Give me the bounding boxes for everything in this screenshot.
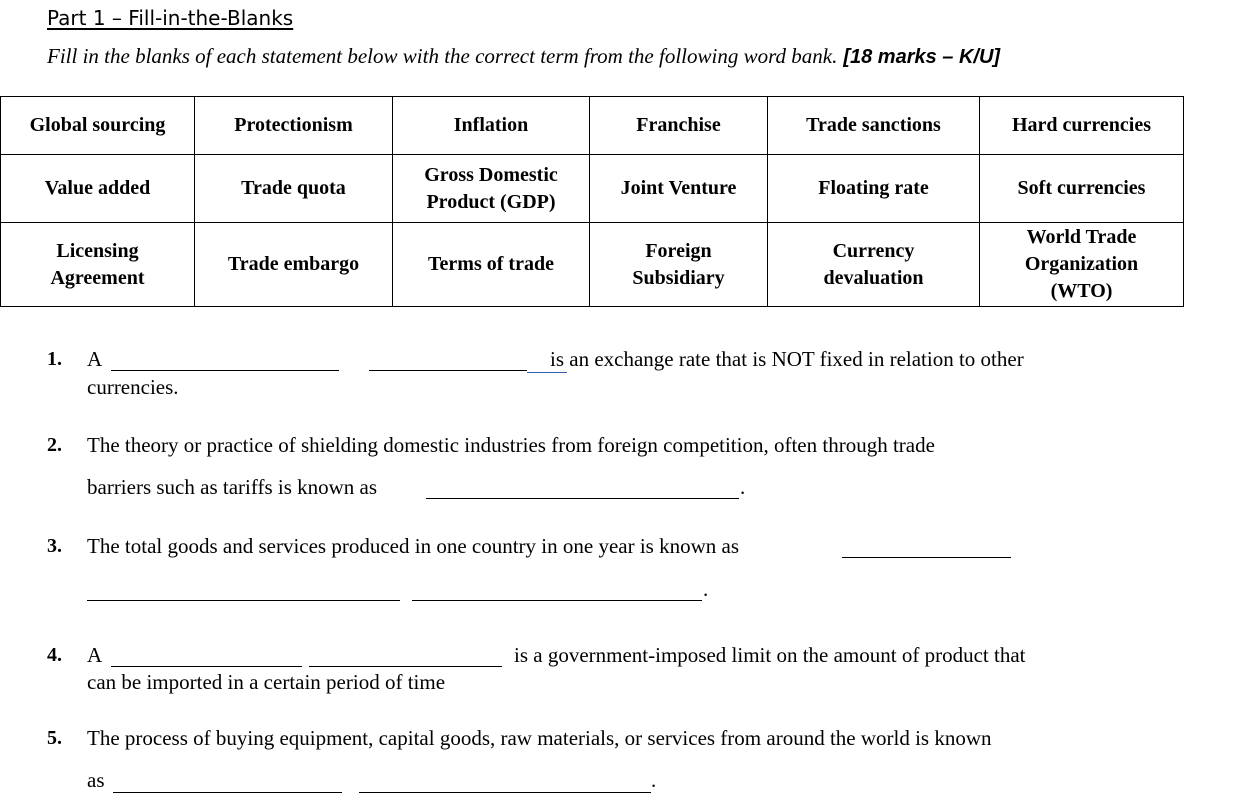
word-bank-cell: Foreign Subsidiary (590, 223, 768, 307)
answer-blank[interactable] (842, 557, 1011, 558)
period: . (651, 768, 657, 792)
answer-blank[interactable] (359, 792, 651, 793)
marks-label: [18 marks – K/U] (843, 46, 1001, 68)
question-2-line2: barriers such as tariffs is known as (87, 475, 378, 499)
word-bank-row (1, 223, 1184, 307)
answer-blank[interactable] (426, 498, 739, 499)
word-bank-cell: Trade quota (195, 155, 393, 223)
word-bank-cell: Joint Venture (590, 155, 768, 223)
instructions-text: Fill in the blanks of each statement below with the correct term from the following word bank. (47, 44, 838, 68)
word-bank-cell: Global sourcing (1, 97, 195, 155)
word-bank-cell: Protectionism (195, 97, 393, 155)
answer-blank[interactable] (111, 370, 339, 371)
word-bank-cell: Value added (1, 155, 195, 223)
word-bank-cell: Terms of trade (393, 223, 590, 307)
question-1-continuation: currencies. (87, 375, 179, 399)
word-bank-cell: Hard currencies (980, 97, 1184, 155)
question-4-lead: A (87, 643, 103, 667)
question-number: 3. (47, 535, 62, 557)
word-bank-cell: Trade sanctions (768, 97, 980, 155)
word-bank-cell: World Trade Organization (WTO) (980, 223, 1184, 307)
instructions (47, 44, 1000, 69)
link-underline (527, 372, 567, 373)
word-bank-table (0, 96, 1184, 307)
answer-blank[interactable] (369, 370, 527, 371)
word-bank-row (1, 97, 1184, 155)
question-5-line2: as (87, 768, 105, 792)
answer-blank[interactable] (412, 600, 702, 601)
answer-blank[interactable] (87, 600, 400, 601)
question-number: 4. (47, 644, 62, 666)
question-number: 1. (47, 348, 62, 370)
word-bank-cell: Currency devaluation (768, 223, 980, 307)
word-bank-cell: Trade embargo (195, 223, 393, 307)
word-bank-cell: Soft currencies (980, 155, 1184, 223)
answer-blank[interactable] (111, 666, 302, 667)
word-bank-cell: Licensing Agreement (1, 223, 195, 307)
question-number: 5. (47, 727, 62, 749)
word-bank-cell: Floating rate (768, 155, 980, 223)
question-4-text: is a government-imposed limit on the amount of product that (514, 643, 1026, 667)
answer-blank[interactable] (309, 666, 502, 667)
question-5-line1: The process of buying equipment, capital goods, raw materials, or services from around the world is known (87, 726, 992, 750)
answer-blank[interactable] (113, 792, 342, 793)
question-1-text: is an exchange rate that is NOT fixed in relation to other (550, 347, 1024, 371)
word-bank-row (1, 155, 1184, 223)
question-2-line1: The theory or practice of shielding domestic industries from foreign competition, often through trade (87, 433, 935, 457)
question-4-continuation: can be imported in a certain period of time (87, 670, 446, 694)
period: . (703, 577, 709, 601)
question-1-lead: A (87, 347, 103, 371)
question-3-line1: The total goods and services produced in one country in one year is known as (87, 534, 739, 558)
word-bank-cell: Franchise (590, 97, 768, 155)
word-bank-cell: Gross Domestic Product (GDP) (393, 155, 590, 223)
period: . (740, 475, 746, 499)
question-number: 2. (47, 434, 62, 456)
word-bank-cell: Inflation (393, 97, 590, 155)
part-title: Part 1 – Fill-in-the-Blanks (47, 6, 294, 30)
